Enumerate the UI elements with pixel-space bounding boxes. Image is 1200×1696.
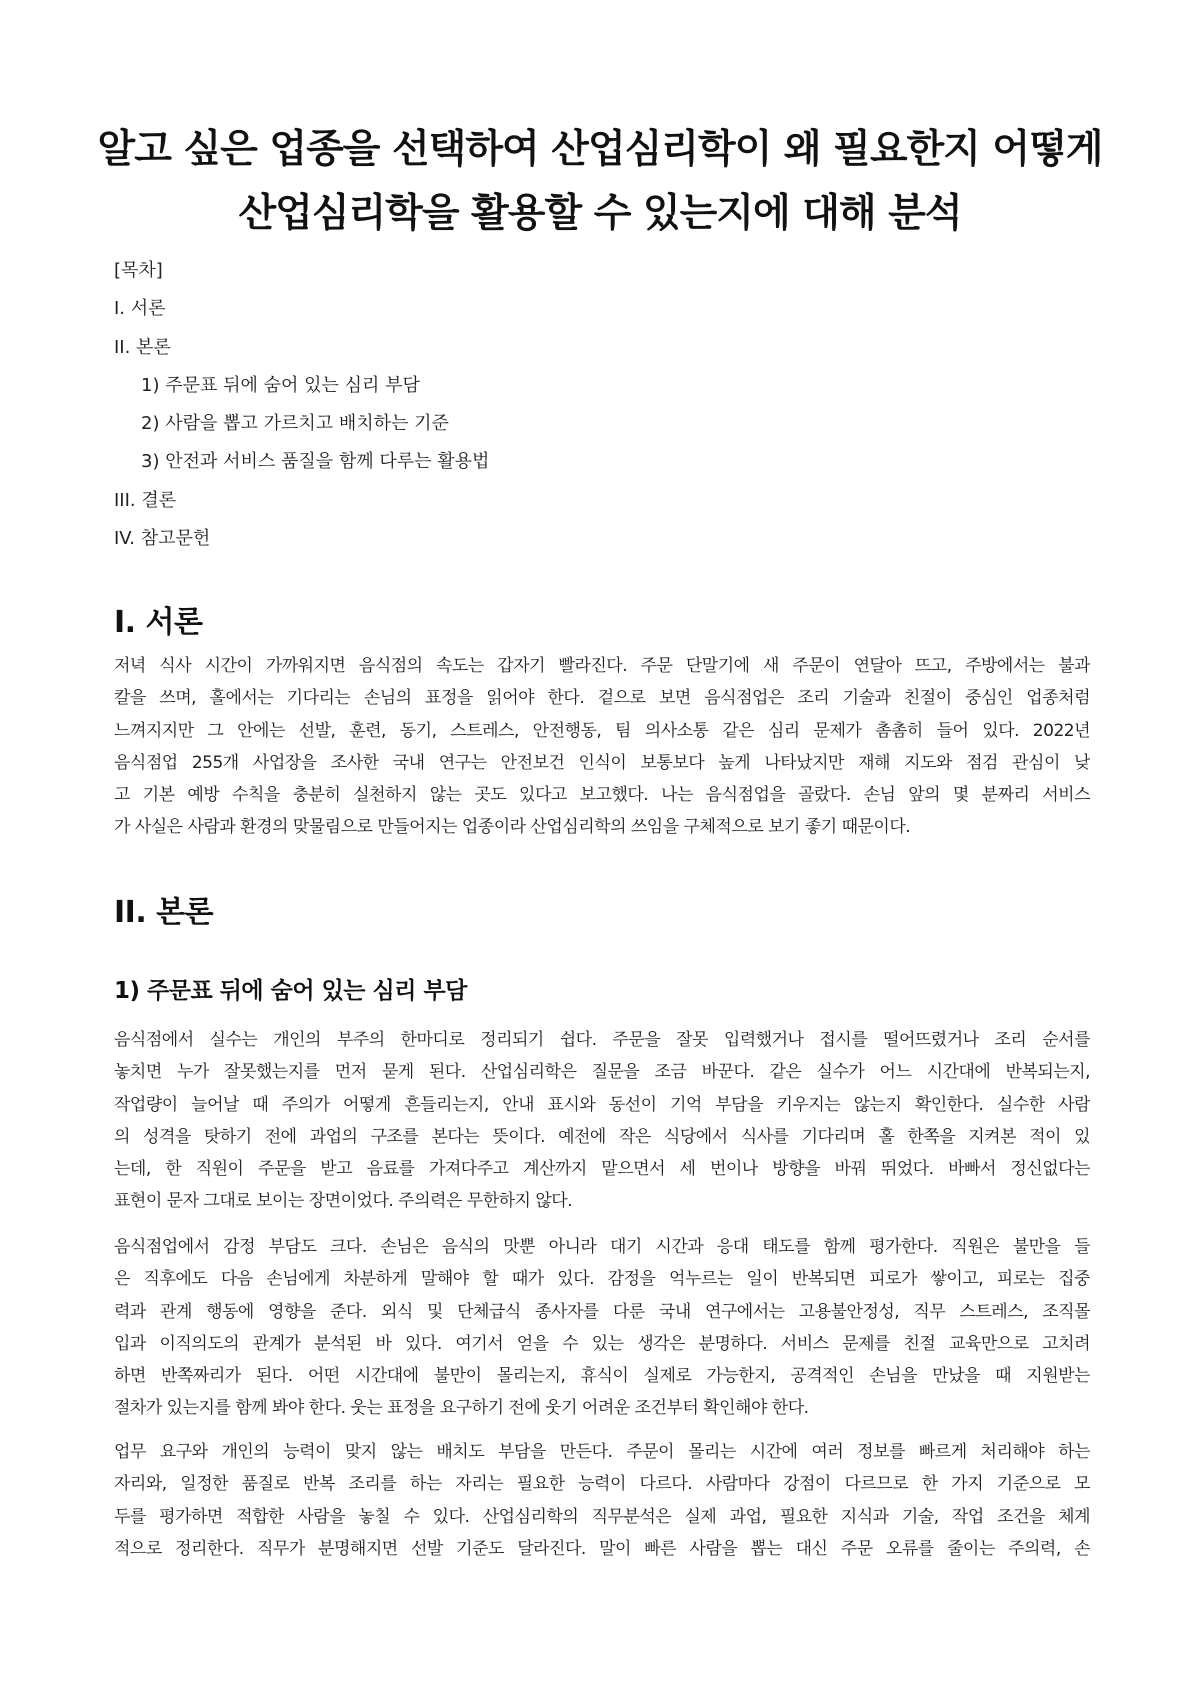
paragraph-line: 는데, 한 직원이 주문을 받고 음료를 가져다주고 계산까지 맡으면서 세 번이나 방향을 바꿔 뛰었다. 바빠서 정신없다는: [114, 1159, 1090, 1180]
body-paragraph-1: [114, 1024, 1090, 1218]
section-heading-introduction: I. 서론: [114, 605, 203, 640]
paragraph-line: 적으로 정리한다. 직무가 분명해지면 선발 기준도 달라진다. 말이 빠른 사람을 뽑는 대신 주문 오류를 줄이는 주의력, 손: [114, 1538, 1090, 1559]
paragraph-line: 작업량이 늘어날 때 주의가 어떻게 흔들리는지, 안내 표시와 동선이 기억 부담을 키우지는 않는지 확인한다. 실수한 사람: [114, 1094, 1090, 1115]
toc-item-body: II. 본론: [114, 336, 171, 358]
paragraph-line: 가 사실은 사람과 환경의 맞물림으로 만들어지는 업종이라 산업심리학의 쓰임을 구체적으로 보기 좋기 때문이다.: [114, 817, 911, 838]
paragraph-line: 놓치면 누가 잘못했는지를 먼저 묻게 된다. 산업심리학은 질문을 조금 바꾼다. 같은 실수가 어느 시간대에 반복되는지,: [114, 1062, 1090, 1083]
body-paragraph-2: [114, 1231, 1090, 1425]
paragraph-line: 두를 평가하면 적합한 사람을 놓칠 수 있다. 산업심리학의 직무분석은 실제 과업, 필요한 지식과 기술, 작업 조건을 체계: [114, 1506, 1090, 1527]
toc-item-introduction: I. 서론: [114, 298, 166, 320]
paragraph-line: 절차가 있는지를 함께 봐야 한다. 웃는 표정을 요구하기 전에 웃기 어려운 조건부터 확인해야 한다.: [114, 1398, 809, 1419]
paragraph-line: 력과 관계 행동에 영향을 준다. 외식 및 단체급식 종사자를 다룬 국내 연구에서는 고용불안정성, 직무 스트레스, 조직몰: [114, 1301, 1090, 1322]
toc-item-conclusion: III. 결론: [114, 489, 177, 511]
section-heading-body: II. 본론: [114, 895, 214, 930]
paragraph-line: 하면 반쪽짜리가 된다. 어떤 시간대에 불만이 몰리는지, 휴식이 실제로 가능한지, 공격적인 손님을 만났을 때 지원받는: [114, 1366, 1090, 1387]
toc-item-references: IV. 참고문헌: [114, 528, 211, 550]
paragraph-line: 칼을 쓰며, 홀에서는 기다리는 손님의 표정을 읽어야 한다. 겉으로 보면 음식점업은 조리 기술과 친절이 중심인 업종처럼: [114, 688, 1090, 709]
paragraph-line: 표현이 문자 그대로 보이는 장면이었다. 주의력은 무한하지 않다.: [114, 1191, 573, 1212]
document-title: [60, 118, 1140, 246]
paragraph-line: 저녁 식사 시간이 가까워지면 음식점의 속도는 갑자기 빨라진다. 주문 단말기에 새 주문이 연달아 뜨고, 주방에서는 불과: [114, 656, 1090, 676]
subsection-heading-1: 1) 주문표 뒤에 숨어 있는 심리 부담: [114, 978, 467, 1004]
paragraph-line: 업무 요구와 개인의 능력이 맞지 않는 배치도 부담을 만든다. 주문이 몰리는 시간에 여러 정보를 빠르게 처리해야 하는: [114, 1442, 1090, 1462]
paragraph-line: 고 기본 예방 수칙을 충분히 실천하지 않는 곳도 있다고 보고했다. 나는 음식점업을 골랐다. 손님 앞의 몇 분짜리 서비스: [114, 785, 1090, 806]
toc-label: [목차]: [114, 260, 163, 281]
title-line-2: 산업심리학을 활용할 수 있는지에 대해 분석: [238, 191, 962, 236]
table-of-contents: [114, 252, 1014, 558]
paragraph-line: 은 직후에도 다음 손님에게 차분하게 말해야 할 때가 있다. 감정을 억누르는 일이 반복되면 피로가 쌓이고, 피로는 집중: [114, 1269, 1090, 1290]
body-paragraph-3: [114, 1436, 1090, 1565]
toc-item-body-1: 1) 주문표 뒤에 숨어 있는 심리 부담: [141, 374, 420, 396]
toc-item-body-3: 3) 안전과 서비스 품질을 함께 다루는 활용법: [141, 451, 490, 473]
title-line-1: 알고 싶은 업종을 선택하여 산업심리학이 왜 필요한지 어떻게: [97, 127, 1103, 172]
introduction-paragraph: [114, 650, 1090, 844]
paragraph-line: 입과 이직의도의 관계가 분석된 바 있다. 여기서 얻을 수 있는 생각은 분명하다. 서비스 문제를 친절 교육만으로 고치려: [114, 1333, 1090, 1354]
toc-item-body-2: 2) 사람을 뽑고 가르치고 배치하는 기준: [141, 413, 449, 435]
paragraph-line: 느껴지지만 그 안에는 선발, 훈련, 동기, 스트레스, 안전행동, 팀 의사소통 같은 심리 문제가 촘촘히 들어 있다. 2022년: [114, 720, 1090, 741]
paragraph-line: 음식점에서 실수는 개인의 부주의 한마디로 정리되기 쉽다. 주문을 잘못 입력했거나 접시를 떨어뜨렸거나 조리 순서를: [114, 1030, 1090, 1050]
paragraph-line: 음식점업에서 감정 부담도 크다. 손님은 음식의 맛뿐 아니라 대기 시간과 응대 태도를 함께 평가한다. 직원은 불만을 들: [114, 1237, 1090, 1257]
paragraph-line: 자리와, 일정한 품질로 반복 조리를 하는 자리는 필요한 능력이 다르다. 사람마다 강점이 다르므로 한 가지 기준으로 모: [114, 1474, 1090, 1495]
paragraph-line: 의 성격을 탓하기 전에 과업의 구조를 본다는 뜻이다. 예전에 작은 식당에서 식사를 기다리며 홀 한쪽을 지켜본 적이 있: [114, 1126, 1090, 1147]
paragraph-line: 음식점업 255개 사업장을 조사한 국내 연구는 안전보건 인식이 보통보다 높게 나타났지만 재해 지도와 점검 관심이 낮: [114, 752, 1090, 773]
